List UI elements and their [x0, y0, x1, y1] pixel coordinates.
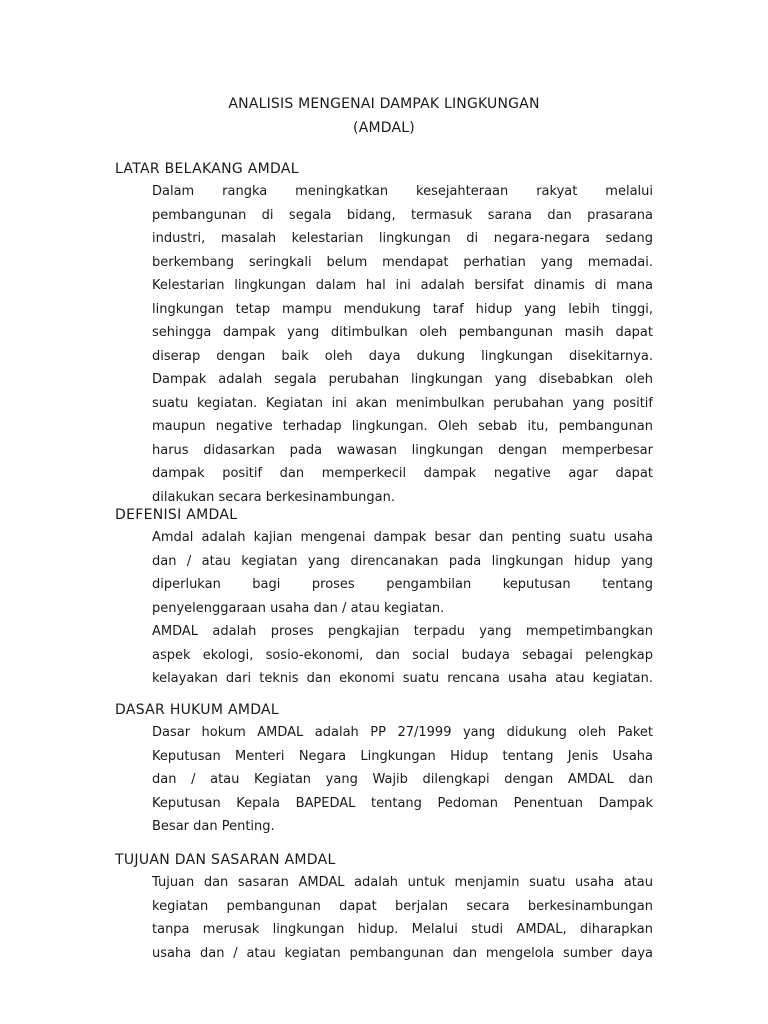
document-title: ANALISIS MENGENAI DAMPAK LINGKUNGAN [228, 96, 540, 112]
text-line: Tujuan dan sasaran AMDAL adalah untuk menjamin suatu usaha atau [152, 875, 653, 890]
text-line: dan / atau kegiatan yang direncanakan pada lingkungan hidup yang [152, 553, 653, 569]
text-line: usaha dan / atau kegiatan pembangunan dan mengelola sumber daya [152, 945, 653, 961]
text-line: kegiatan pembangunan dapat berjalan secara berkesinambungan [152, 898, 653, 914]
text-line: Keputusan Menteri Negara Lingkungan Hidup tentang Jenis Usaha [152, 748, 653, 764]
section-heading-tujuan: TUJUAN DAN SASARAN AMDAL [115, 852, 336, 868]
section-heading-latar-belakang: LATAR BELAKANG AMDAL [115, 161, 299, 177]
text-line: tanpa merusak lingkungan hidup. Melalui studi AMDAL, diharapkan [152, 922, 653, 937]
section-body-dasar-hukum [152, 721, 653, 839]
text-line: kelayakan dari teknis dan ekonomi suatu rencana usaha atau kegiatan. [152, 671, 653, 686]
text-line: diserap dengan baik oleh daya dukung lingkungan disekitarnya. [152, 348, 653, 364]
text-line: Dampak adalah segala perubahan lingkungan yang disebabkan oleh [152, 372, 653, 387]
text-line: industri, masalah kelestarian lingkungan di negara-negara sedang [152, 231, 653, 246]
section-body-tujuan [152, 871, 653, 965]
text-line: berkembang seringkali belum mendapat perhatian yang memadai. [152, 254, 653, 270]
text-line: aspek ekologi, sosio-ekonomi, dan social budaya sebagai pelengkap [152, 647, 653, 663]
text-line: dilakukan secara berkesinambungan. [152, 489, 396, 505]
section-body-latar-belakang [152, 180, 653, 509]
text-line: pembangunan di segala bidang, termasuk sarana dan prasarana [152, 207, 653, 223]
text-line: Kelestarian lingkungan dalam hal ini adalah bersifat dinamis di mana [152, 278, 653, 293]
section-heading-dasar-hukum: DASAR HUKUM AMDAL [115, 702, 280, 718]
text-line: harus didasarkan pada wawasan lingkungan dengan memperbesar [152, 442, 653, 458]
section-heading-defenisi: DEFENISI AMDAL [115, 507, 238, 523]
text-line: Besar dan Penting. [152, 819, 275, 834]
text-line: Dasar hokum AMDAL adalah PP 27/1999 yang didukung oleh Paket [152, 725, 653, 740]
text-line: penyelenggaraan usaha dan / atau kegiatan. [152, 600, 445, 616]
text-line: Amdal adalah kajian mengenai dampak besar dan penting suatu usaha [152, 530, 653, 545]
text-line: Keputusan Kepala BAPEDAL tentang Pedoman Penentuan Dampak [152, 795, 653, 811]
text-line: dan / atau Kegiatan yang Wajib dilengkapi dengan AMDAL dan [152, 772, 653, 787]
document-subtitle: (AMDAL) [353, 120, 415, 136]
text-line: lingkungan tetap mampu mendukung taraf hidup yang lebih tinggi, [152, 301, 653, 317]
text-line: Dalam rangka meningkatkan kesejahteraan rakyat melalui [152, 184, 653, 199]
text-line: diperlukan bagi proses pengambilan keputusan tentang [152, 577, 653, 592]
text-line: maupun negative terhadap lingkungan. Oleh sebab itu, pembangunan [152, 419, 653, 434]
text-line: sehingga dampak yang ditimbulkan oleh pembangunan masih dapat [152, 325, 653, 340]
section-body-defenisi [152, 526, 653, 691]
text-line: suatu kegiatan. Kegiatan ini akan menimbulkan perubahan yang positif [152, 395, 653, 411]
text-line: AMDAL adalah proses pengkajian terpadu yang mempetimbangkan [152, 624, 653, 639]
text-line: dampak positif dan memperkecil dampak negative agar dapat [152, 466, 653, 481]
